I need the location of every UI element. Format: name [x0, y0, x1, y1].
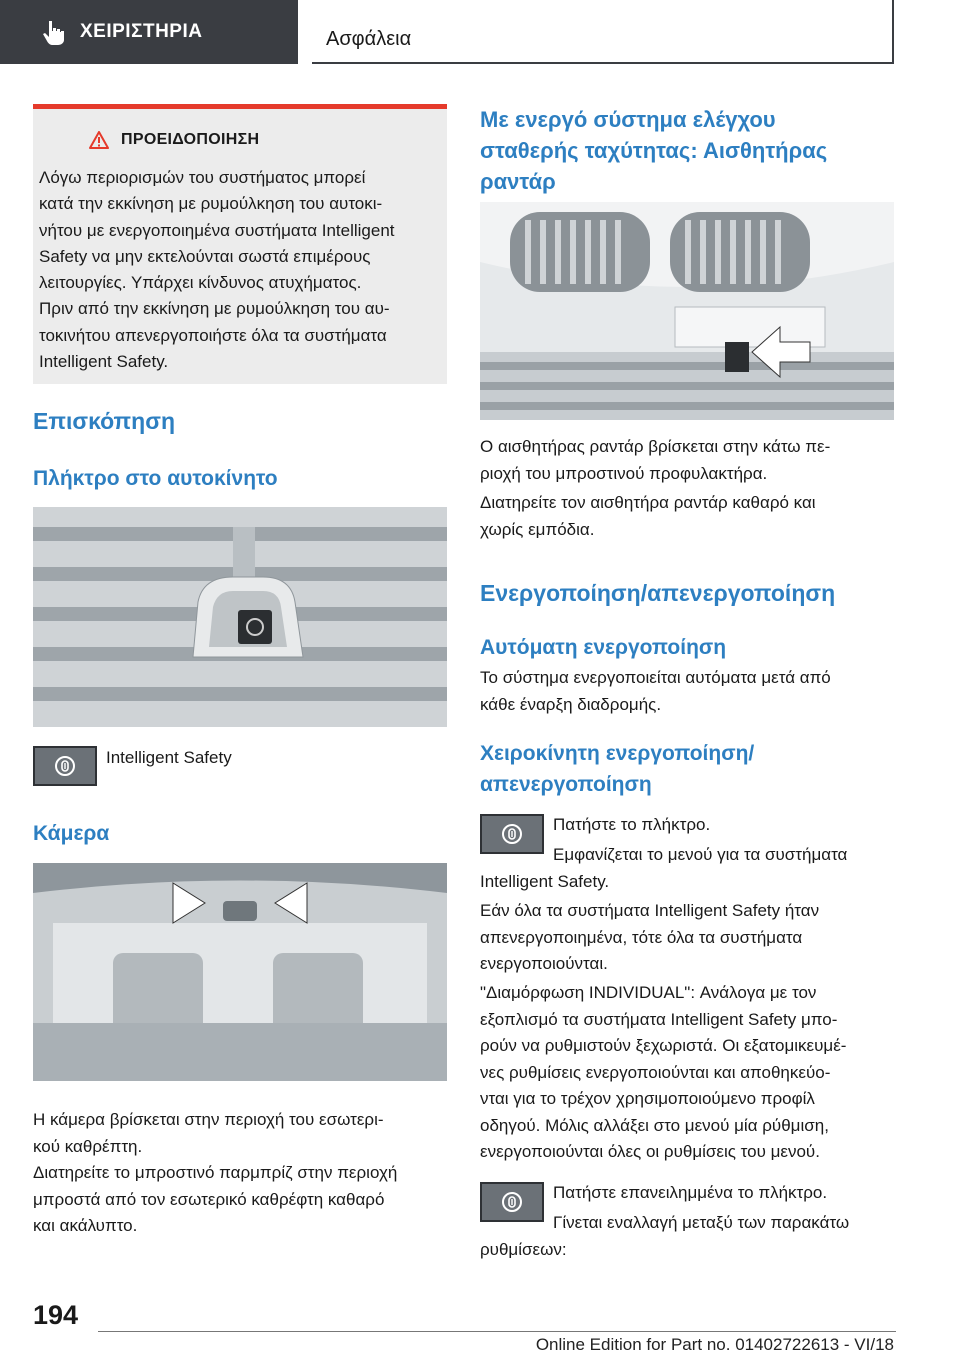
camera-location-text: Η κάμερα βρίσκεται στην περιοχή του εσωτερι- κού καθρέπτη. — [33, 1110, 384, 1156]
menu-appears-text: Εμφανίζεται το μενού για τα συστήματα Intelligent Safety. — [480, 845, 848, 891]
warning-text: Λόγω περιορισμών του συστήματος μπορεί κατά την εκκίνηση με ρυμούλκηση του αυτοκι- νήτου με ενεργοποιημένα συστήματα Intelligent Safety να μην εκτελούνται σωστά επιμέρους λειτουργίες. Υπάρχει κίνδυνος ατυχήματος. Πριν από την εκκίνηση με ρυμούλκηση του αυ- τοκινήτου απενεργοποιήστε όλα τα συστήματα Intelligent Safety. — [39, 168, 395, 372]
camera-heading: Κάμερα — [33, 822, 110, 845]
overview-heading: Επισκόπηση — [33, 408, 175, 434]
warning-title-text: ΠΡΟΕΙΔΟΠΟΙΗΣΗ — [121, 131, 260, 148]
safety-shield-icon — [52, 753, 78, 779]
radar-clean-text: Διατηρείτε τον αισθητήρα ραντάρ καθαρό και χωρίς εμπόδια. — [480, 493, 816, 539]
toggle-settings-text: Γίνεται εναλλαγή μεταξύ των παρακάτω ρυθμίσεων: — [480, 1213, 850, 1259]
press-button-text: Πατήστε το πλήκτρο. — [553, 815, 711, 834]
radar-heading: Με ενεργό σύστημα ελέγχου σταθερής ταχύτητας: Αισθητήρας ραντάρ — [480, 107, 828, 194]
radar-photo — [480, 202, 894, 420]
edition-text: Online Edition for Part no. 01402722613 - VI/18 — [535, 1335, 894, 1354]
chapter-tab — [0, 0, 298, 64]
auto-activation-heading: Αυτόματη ενεργοποίηση — [480, 636, 727, 659]
footer-divider — [98, 1331, 896, 1332]
button-photo — [33, 507, 447, 727]
manual-activation-heading: Χειροκίνητη ενεργοποίηση/ απενεργοποίηση — [480, 742, 755, 796]
intelligent-safety-caption: Intelligent Safety — [106, 748, 232, 767]
press-repeatedly-text: Πατήστε επανειλημμένα το πλήκτρο. — [553, 1183, 828, 1202]
auto-activation-text: Το σύστημα ενεργοποιείται αυτόματα μετά από κάθε έναρξη διαδρομής. — [480, 668, 831, 714]
section-header — [312, 0, 894, 64]
individual-config-text: "Διαμόρφωση INDIVIDUAL": Ανάλογα με τον εξοπλισμό τα συστήματα Intelligent Safety μπο- ρούν να ρυθμιστούν ξεχωριστά. Οι εξατομικευμέ- νες ρυθμίσεις ενεργοποιούνται και αποθηκεύο- νται για το τρέχον χρησιμοποιούμενο προφίλ οδηγού. Μόλις αλλάξει στο μενού μία ρύθμιση, ενεργοποιούνται όλες οι ρυθμίσεις του μενού. — [480, 983, 847, 1161]
hand-pointer-icon — [40, 19, 66, 45]
radar-location-text: Ο αισθητήρας ραντάρ βρίσκεται στην κάτω πε- ριοχή του μπροστινού προφυλακτήρα. — [480, 437, 831, 483]
chapter-label: ΧΕΙΡΙΣΤΗΡΙΑ — [80, 21, 203, 42]
warning-triangle-icon — [89, 131, 109, 149]
camera-photo — [33, 863, 447, 1081]
intelligent-safety-button-icon — [33, 746, 97, 786]
warning-title — [89, 131, 259, 149]
activation-heading: Ενεργοποίηση/απενεργοποίηση — [480, 580, 836, 606]
camera-clean-text: Διατηρείτε το μπροστινό παρμπρίζ στην περιοχή μπροστά από τον εσωτερικό καθρέφτη καθαρό και ακάλυπτο. — [33, 1163, 398, 1235]
section-label: Ασφάλεια — [326, 28, 412, 50]
all-systems-text: Εάν όλα τα συστήματα Intelligent Safety ήταν απενεργοποιημένα, τότε όλα τα συστήματα ενεργοποιούνται. — [480, 901, 820, 973]
warning-box — [33, 104, 447, 384]
button-in-car-heading: Πλήκτρο στο αυτοκίνητο — [33, 467, 278, 490]
page-number: 194 — [33, 1300, 79, 1330]
